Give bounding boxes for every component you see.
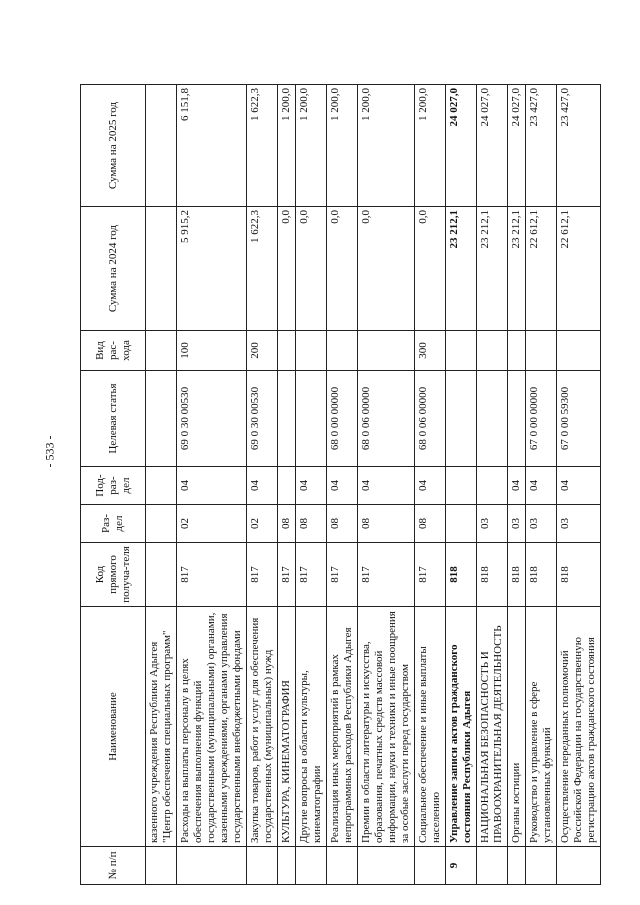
row-code: 817 — [296, 543, 327, 607]
row-name: Закупка товаров, работ и услуг для обеспечения государственных (муниципальных) нужд — [247, 607, 278, 847]
row-podrazdel: 04 — [247, 467, 278, 505]
header-num: № п/п — [81, 847, 146, 885]
table-row — [296, 85, 327, 885]
table-row — [477, 85, 508, 885]
row-article — [278, 371, 296, 467]
row-sum-2025: 23 427,0 — [557, 85, 601, 207]
row-vid — [146, 331, 177, 371]
table-row — [358, 85, 415, 885]
row-razdel: 03 — [557, 505, 601, 543]
row-name: Реализация иных мероприятий в рамках непрограммных расходов Республики Адыгея — [327, 607, 358, 847]
row-sum-2024: 0,0 — [415, 207, 446, 331]
row-code: 818 — [557, 543, 601, 607]
row-vid — [557, 331, 601, 371]
row-sum-2024: 0,0 — [327, 207, 358, 331]
table-row — [557, 85, 601, 885]
row-sum-2024: 23 212,1 — [508, 207, 526, 331]
row-vid — [477, 331, 508, 371]
row-razdel: 08 — [358, 505, 415, 543]
row-article — [508, 371, 526, 467]
row-razdel: 03 — [477, 505, 508, 543]
row-name: Органы юстиции — [508, 607, 526, 847]
row-sum-2025: 24 027,0 — [477, 85, 508, 207]
row-razdel: 02 — [177, 505, 247, 543]
table-row — [446, 85, 477, 885]
row-sum-2024: 0,0 — [296, 207, 327, 331]
row-article — [146, 371, 177, 467]
row-sum-2024: 1 622,3 — [247, 207, 278, 331]
row-razdel: 08 — [296, 505, 327, 543]
row-vid — [327, 331, 358, 371]
row-razdel: 08 — [415, 505, 446, 543]
row-vid — [526, 331, 557, 371]
row-vid — [358, 331, 415, 371]
row-razdel: 02 — [247, 505, 278, 543]
row-razdel: 03 — [508, 505, 526, 543]
row-vid: 300 — [415, 331, 446, 371]
row-sum-2025: 1 200,0 — [327, 85, 358, 207]
row-article: 69 0 30 00530 — [177, 371, 247, 467]
row-sum-2024: 0,0 — [358, 207, 415, 331]
row-num — [415, 847, 446, 885]
row-razdel: 08 — [278, 505, 296, 543]
budget-table — [80, 84, 601, 885]
header-name: Наименование — [81, 607, 146, 847]
row-podrazdel — [278, 467, 296, 505]
row-vid — [296, 331, 327, 371]
row-code: 817 — [327, 543, 358, 607]
row-name: НАЦИОНАЛЬНАЯ БЕЗОПАСНОСТЬ И ПРАВООХРАНИТЕЛЬНАЯ ДЕЯТЕЛЬНОСТЬ — [477, 607, 508, 847]
row-sum-2025 — [146, 85, 177, 207]
row-name: Расходы на выплаты персоналу в целях обеспечения выполнения функций государственными (муниципальными) органами, казенными учреждениями, органами управления государственными внебюджетными фондами — [177, 607, 247, 847]
row-podrazdel — [146, 467, 177, 505]
row-num — [177, 847, 247, 885]
row-num — [146, 847, 177, 885]
row-sum-2024: 5 915,2 — [177, 207, 247, 331]
row-vid — [508, 331, 526, 371]
row-num — [526, 847, 557, 885]
header-article: Целевая статья — [81, 371, 146, 467]
table-body — [146, 85, 601, 885]
row-name: Другие вопросы в области культуры, кинематографии — [296, 607, 327, 847]
header-sum-2024: Сумма на 2024 год — [81, 207, 146, 331]
row-sum-2025: 1 200,0 — [278, 85, 296, 207]
table-row — [508, 85, 526, 885]
row-sum-2025: 1 200,0 — [296, 85, 327, 207]
row-num — [247, 847, 278, 885]
row-code: 818 — [477, 543, 508, 607]
row-podrazdel: 04 — [415, 467, 446, 505]
table-row — [146, 85, 177, 885]
row-sum-2024: 0,0 — [278, 207, 296, 331]
row-sum-2025: 23 427,0 — [526, 85, 557, 207]
row-podrazdel — [477, 467, 508, 505]
row-num: 9 — [446, 847, 477, 885]
row-name: казенного учреждения Республики Адыгея "Центр обеспечения специальных программ" — [146, 607, 177, 847]
row-name: Премии в области литературы и искусства, образования, печатных средств массовой информации, науки и техники и иные поощрения за особые заслуги перед государством — [358, 607, 415, 847]
row-name: КУЛЬТУРА, КИНЕМАТОГРАФИЯ — [278, 607, 296, 847]
row-code: 818 — [526, 543, 557, 607]
row-code: 817 — [358, 543, 415, 607]
row-razdel — [146, 505, 177, 543]
row-code: 817 — [415, 543, 446, 607]
row-vid — [446, 331, 477, 371]
row-article: 67 0 00 00000 — [526, 371, 557, 467]
table-row — [526, 85, 557, 885]
row-podrazdel: 04 — [526, 467, 557, 505]
row-code — [146, 543, 177, 607]
row-name: Социальное обеспечение и иные выплаты населению — [415, 607, 446, 847]
row-name: Управление записи актов гражданского состояния Республики Адыгея — [446, 607, 477, 847]
row-article — [477, 371, 508, 467]
header-code: Код прямого получа-теля — [81, 543, 146, 607]
row-podrazdel: 04 — [327, 467, 358, 505]
row-vid — [278, 331, 296, 371]
row-code: 817 — [278, 543, 296, 607]
row-article: 68 0 00 00000 — [327, 371, 358, 467]
row-razdel: 03 — [526, 505, 557, 543]
row-sum-2025: 6 151,8 — [177, 85, 247, 207]
table-row — [415, 85, 446, 885]
row-code: 818 — [446, 543, 477, 607]
header-sum-2025: Сумма на 2025 год — [81, 85, 146, 207]
row-vid: 200 — [247, 331, 278, 371]
table-container — [80, 85, 597, 885]
row-razdel: 08 — [327, 505, 358, 543]
row-code: 818 — [508, 543, 526, 607]
header-vid: Вид рас-хода — [81, 331, 146, 371]
row-name: Руководство и управление в сфере установленных функций — [526, 607, 557, 847]
row-article: 68 0 06 00000 — [415, 371, 446, 467]
row-sum-2025: 1 200,0 — [415, 85, 446, 207]
table-row — [278, 85, 296, 885]
header-razdel: Раз-дел — [81, 505, 146, 543]
row-article — [446, 371, 477, 467]
row-podrazdel: 04 — [557, 467, 601, 505]
row-sum-2025: 24 027,0 — [446, 85, 477, 207]
row-sum-2025: 1 200,0 — [358, 85, 415, 207]
row-article: 68 0 06 00000 — [358, 371, 415, 467]
row-num — [278, 847, 296, 885]
row-podrazdel — [446, 467, 477, 505]
row-sum-2024: 23 212,1 — [446, 207, 477, 331]
table-row — [177, 85, 247, 885]
row-name: Осуществление переданных полномочий Российской Федерации на государственную регистрацию актов гражданского состояния — [557, 607, 601, 847]
row-code: 817 — [247, 543, 278, 607]
row-sum-2025: 24 027,0 — [508, 85, 526, 207]
row-num — [508, 847, 526, 885]
row-podrazdel: 04 — [296, 467, 327, 505]
header-podrazdel: Под-раз-дел — [81, 467, 146, 505]
row-article: 67 0 00 59300 — [557, 371, 601, 467]
table-row — [247, 85, 278, 885]
row-sum-2024 — [146, 207, 177, 331]
rotated-page — [80, 85, 597, 885]
row-article: 69 0 30 00530 — [247, 371, 278, 467]
row-podrazdel: 04 — [358, 467, 415, 505]
row-code: 817 — [177, 543, 247, 607]
row-podrazdel: 04 — [177, 467, 247, 505]
row-podrazdel: 04 — [508, 467, 526, 505]
row-sum-2025: 1 622,3 — [247, 85, 278, 207]
row-sum-2024: 23 212,1 — [477, 207, 508, 331]
page-number: - 533 - — [42, 435, 57, 468]
row-sum-2024: 22 612,1 — [557, 207, 601, 331]
row-num — [477, 847, 508, 885]
row-num — [296, 847, 327, 885]
table-row — [327, 85, 358, 885]
table-header-row — [81, 85, 146, 885]
row-sum-2024: 22 612,1 — [526, 207, 557, 331]
row-num — [358, 847, 415, 885]
row-razdel — [446, 505, 477, 543]
row-num — [327, 847, 358, 885]
row-article — [296, 371, 327, 467]
row-vid: 100 — [177, 331, 247, 371]
row-num — [557, 847, 601, 885]
